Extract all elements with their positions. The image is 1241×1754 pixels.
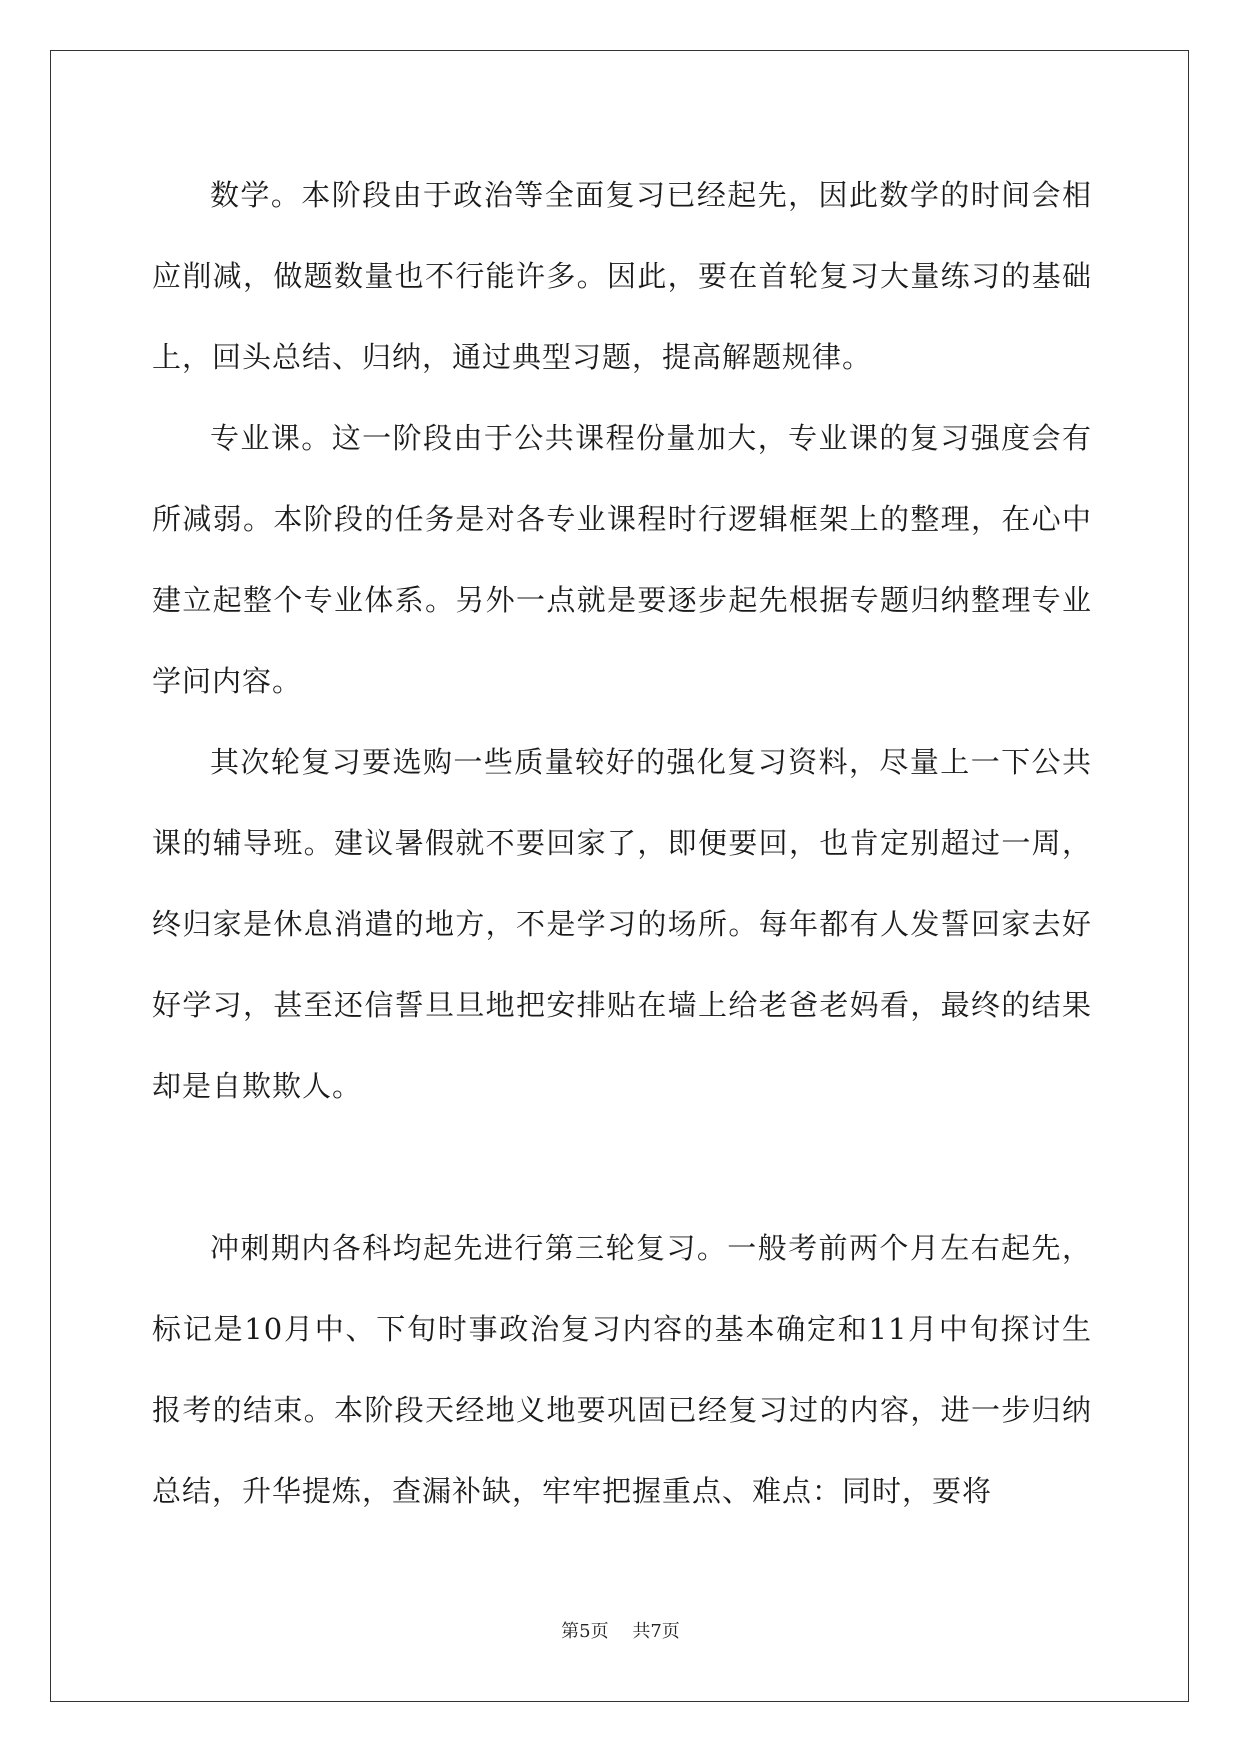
page-footer [0, 1620, 1241, 1644]
page-number-total: 共7页 [632, 1621, 680, 1642]
paragraph-sprint-period: 冲刺期内各科均起先进行第三轮复习。一般考前两个月左右起先，标记是10月中、下旬时事政治复习内容的基本确定和11月中旬探讨生报考的结束。本阶段天经地义地要巩固已经复习过的内容，进一步归纳总结，升华提炼，查漏补缺，牢牢把握重点、难点：同时，要将 [152, 1231, 1092, 1508]
page-number-current: 第5页 [561, 1621, 609, 1642]
paragraph-second-round: 其次轮复习要选购一些质量较好的强化复习资料，尽量上一下公共课的辅导班。建议暑假就不要回家了，即便要回，也肯定别超过一周，终归家是休息消遣的地方，不是学习的场所。每年都有人发誓回家去好好学习，甚至还信誓旦旦地把安排贴在墙上给老爸老妈看，最终的结果却是自欺欺人。 [152, 745, 1092, 1103]
paragraph-math: 数学。本阶段由于政治等全面复习已经起先，因此数学的时间会相应削减，做题数量也不行能许多。因此，要在首轮复习大量练习的基础上，回头总结、归纳，通过典型习题，提高解题规律。 [152, 178, 1092, 374]
document-body [152, 155, 1092, 1532]
paragraph-major-course: 专业课。这一阶段由于公共课程份量加大，专业课的复习强度会有所减弱。本阶段的任务是对各专业课程时行逻辑框架上的整理，在心中建立起整个专业体系。另外一点就是要逐步起先根据专题归纳整理专业学问内容。 [152, 421, 1092, 698]
